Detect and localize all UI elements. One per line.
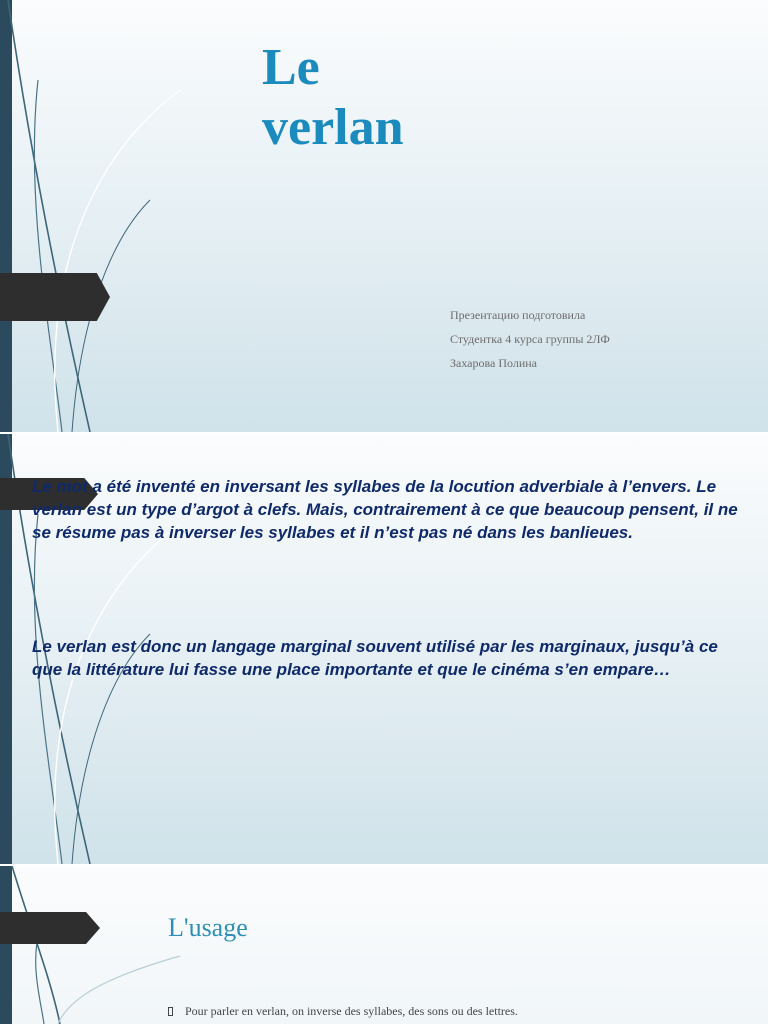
slide-heading: L'usage — [168, 913, 248, 942]
slide-title-line: verlan — [262, 99, 404, 156]
bullet-icon — [168, 1007, 173, 1016]
subtitle-line: Захарова Полина — [450, 356, 538, 370]
title-slide — [0, 0, 768, 432]
subtitle-line: Студентка 4 курса группы 2ЛФ — [450, 332, 610, 346]
arrow-tab — [0, 273, 110, 321]
decorative-curves — [0, 866, 200, 1024]
decorative-curves — [0, 0, 200, 432]
body-paragraph: Le mot a été inventé en inversant les syllabes de la locution adverbiale à l’envers. Le verlan est un type d’argot à clefs. Mais, contrairement à ce que beaucoup pensent, il ne se résume pas à inverser les syllabes et il n’est pas né dans les banlieues. — [32, 477, 738, 542]
usage-slide — [0, 866, 768, 1024]
arrow-tab — [0, 912, 100, 944]
slide-title — [262, 38, 502, 158]
body-paragraph: Le verlan est donc un langage marginal souvent utilisé par les marginaux, jusqu’à ce que la littérature lui fasse une place importante et que le cinéma s’en empare… — [32, 637, 718, 679]
bullet-text: Pour parler en verlan, on inverse des syllabes, des sons ou des lettres. — [185, 1004, 518, 1018]
subtitle-line: Презентацию подготовила — [450, 308, 586, 322]
slide-subtitle — [450, 305, 750, 377]
content-slide — [0, 434, 768, 864]
slide-title-line: Le — [262, 39, 320, 96]
bullet-item — [168, 1004, 748, 1019]
